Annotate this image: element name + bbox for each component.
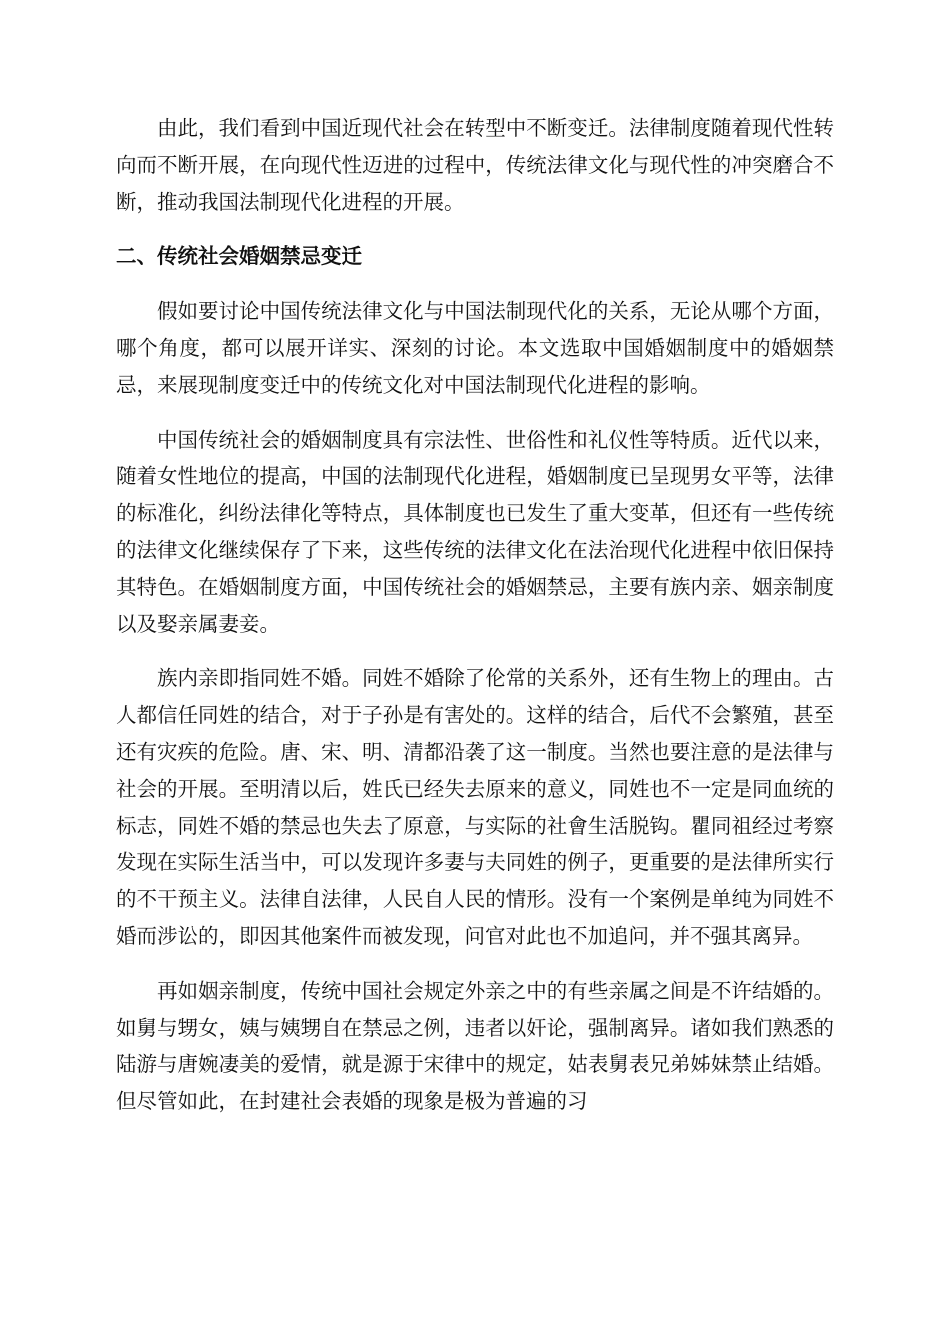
paragraph-2: 假如要讨论中国传统法律文化与中国法制现代化的关系，无论从哪个方面，哪个角度，都可以展开详实、深刻的讨论。本文选取中国婚姻制度中的婚姻禁忌，来展现制度变迁中的传统文化对中国法制现代化进程的影响。	[116, 299, 834, 397]
section-heading: 二、传统社会婚姻禁忌变迁	[116, 244, 362, 269]
paragraph-intro: 由此，我们看到中国近现代社会在转型中不断变迁。法律制度随着现代性转向而不断开展，在向现代性迈进的过程中，传统法律文化与现代性的冲突磨合不断，推动我国法制现代化进程的开展。	[116, 116, 834, 214]
paragraph-3: 中国传统社会的婚姻制度具有宗法性、世俗性和礼仪性等特质。近代以来，随着女性地位的提高，中国的法制现代化进程，婚姻制度已呈现男女平等，法律的标准化，纠纷法律化等特点，具体制度也已发生了重大变革，但还有一些传统的法律文化继续保存了下来，这些传统的法律文化在法治现代化进程中依旧保持其特色。在婚姻制度方面，中国传统社会的婚姻禁忌，主要有族内亲、姻亲制度以及娶亲属妻妾。	[116, 427, 834, 636]
document-page	[116, 110, 834, 1120]
paragraph-5: 再如姻亲制度，传统中国社会规定外亲之中的有些亲属之间是不许结婚的。如舅与甥女，姨与姨甥自在禁忌之例，违者以奸论，强制离异。诸如我们熟悉的陆游与唐婉凄美的爱情，就是源于宋律中的规定，姑表舅表兄弟姊妹禁止结婚。但尽管如此，在封建社会表婚的现象是极为普遍的习	[116, 978, 834, 1114]
paragraph-4: 族内亲即指同姓不婚。同姓不婚除了伦常的关系外，还有生物上的理由。古人都信任同姓的结合，对于子孙是有害处的。这样的结合，后代不会繁殖，甚至还有灾疾的危险。唐、宋、明、清都沿袭了这一制度。当然也要注意的是法律与社会的开展。至明清以后，姓氏已经失去原来的意义，同姓也不一定是同血统的标志，同姓不婚的禁忌也失去了原意，与实际的社會生活脱钩。瞿同祖经过考察发现在实际生活当中，可以发现许多妻与夫同姓的例子，更重要的是法律所实行的不干预主义。法律自法律，人民自人民的情形。没有一个案例是单纯为同姓不婚而涉讼的，即因其他案件而被发现，问官对此也不加追问，并不强其离异。	[116, 666, 834, 948]
